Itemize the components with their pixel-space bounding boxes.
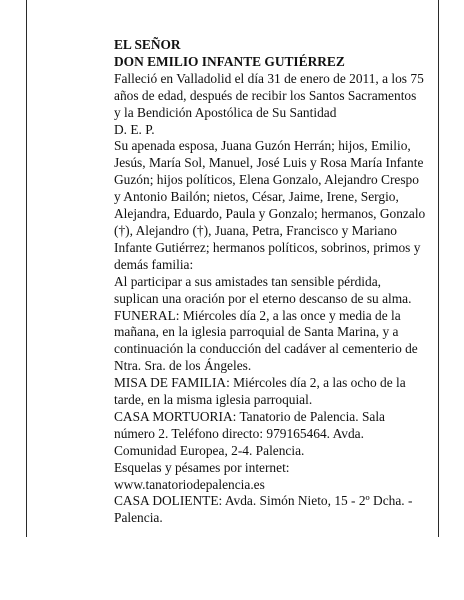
obituary-notice [114, 37, 426, 527]
rip-abbreviation: D. E. P. [114, 121, 155, 137]
funeral-info: FUNERAL: Miércoles día 2, a las once y media de la mañana, en la iglesia parroquial de Santa Marina, y a continuación la conducción del cadáver al cementerio de Ntra. Sra. de los Ángeles. [114, 307, 418, 374]
funeral-home-info: CASA MORTUORIA: Tanatorio de Palencia. Sala número 2. Teléfono directo: 979165464. Avda. Comunidad Europea, 2-4. Palencia. [114, 408, 385, 458]
prayer-request: Al participar a sus amistades tan sensible pérdida, suplican una oración por el eterno descanso de su alma. [114, 273, 412, 306]
family-mass-info: MISA DE FAMILIA: Miércoles día 2, a las ocho de la tarde, en la misma iglesia parroquial. [114, 375, 406, 408]
notice-title-name: DON EMILIO INFANTE GUTIÉRREZ [114, 53, 345, 69]
death-announcement: Falleció en Valladolid el día 31 de enero de 2011, a los 75 años de edad, después de recibir los Santos Sacramentos y la Bendición Apostólica de Su Santidad [114, 70, 424, 120]
notice-title-line1: EL SEÑOR [114, 37, 181, 52]
family-list: Su apenada esposa, Juana Guzón Herrán; hijos, Emilio, Jesús, María Sol, Manuel, José Luis y Rosa María Infante Guzón; hijos políticos, Elena Gonzalo, Alejandro Crespo y Antonio Bailón; nietos, César, Jaime, Irene, Sergio, Alejandra, Eduardo, Paula y Gonzalo; hermanos, Gonzalo (†), Alejandro (†), Juana, Petra, Francisco y Mariano Infante Gutiérrez; hermanos políticos, sobrinos, primos y demás familia: [114, 138, 426, 272]
page-border-left [26, 0, 27, 537]
page-border-right [438, 0, 439, 537]
condolences-label: Esquelas y pésames por internet: [114, 459, 290, 475]
mourning-house-info: CASA DOLIENTE: Avda. Simón Nieto, 15 - 2º Dcha. - Palencia. [114, 493, 413, 526]
condolences-url: www.tanatoriodepalencia.es [114, 476, 265, 492]
